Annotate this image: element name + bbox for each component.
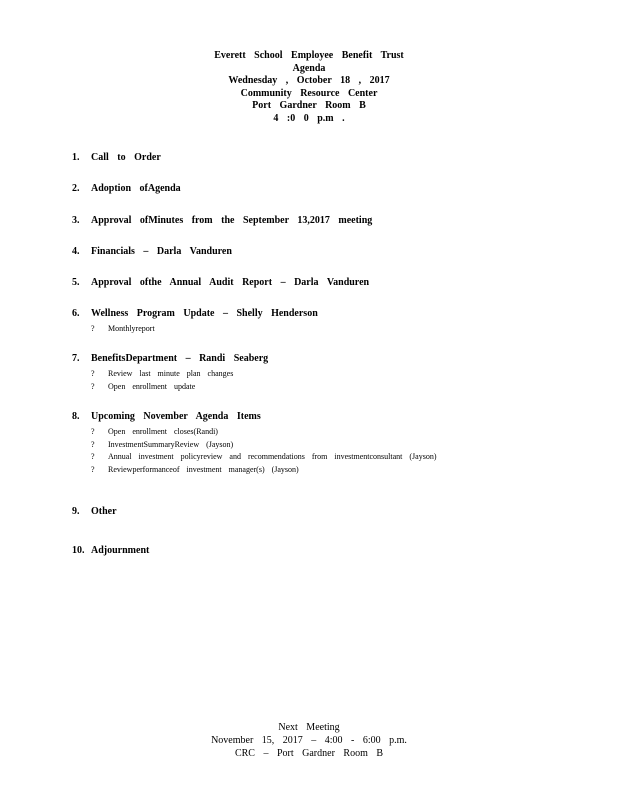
item-title: Other bbox=[91, 506, 117, 517]
item-title: Approval ofthe Annual Audit Report – Darla Vanduren bbox=[91, 277, 370, 288]
next-meeting-datetime: November 15, 2017 – 4:00 - 6:00 p.m. bbox=[211, 735, 407, 746]
agenda-item-adoption-of-agenda bbox=[72, 183, 181, 195]
sub-item bbox=[91, 451, 478, 464]
bullet-glyph: ? bbox=[91, 439, 95, 449]
next-meeting-place: CRC – Port Gardner Room B bbox=[234, 748, 384, 759]
sub-item bbox=[91, 381, 478, 394]
meeting-date: Wednesday , October 18 , 2017 bbox=[228, 75, 390, 86]
sub-item-text: Review last minute plan changes bbox=[108, 369, 234, 378]
agenda-item-wellness-program bbox=[72, 308, 478, 336]
agenda-item-adjournment bbox=[72, 545, 149, 557]
sub-item-text: Open enrollment closes(Randi) bbox=[108, 427, 218, 436]
item-title: Adoption ofAgenda bbox=[91, 183, 181, 194]
sub-item bbox=[91, 426, 478, 439]
agenda-item-other bbox=[72, 506, 117, 518]
item-number: 7. bbox=[72, 353, 80, 364]
item-number: 8. bbox=[72, 411, 80, 422]
sub-item-list bbox=[91, 426, 478, 476]
meeting-room: Port Gardner Room B bbox=[252, 100, 366, 111]
org-title: Everett School Employee Benefit Trust bbox=[214, 50, 404, 61]
item-number: 1. bbox=[72, 152, 80, 163]
sub-item-list bbox=[91, 323, 478, 336]
next-meeting-label: Next Meeting bbox=[278, 722, 340, 733]
item-title: Upcoming November Agenda Items bbox=[91, 411, 261, 422]
bullet-glyph: ? bbox=[91, 324, 95, 333]
agenda-item-annual-audit-report bbox=[72, 277, 369, 289]
doc-title: Agenda bbox=[292, 62, 326, 74]
agenda-item-benefits-department bbox=[72, 353, 478, 393]
item-title: Adjournment bbox=[91, 545, 150, 556]
sub-item bbox=[91, 464, 478, 477]
item-title: Wellness Program Update – Shelly Henderson bbox=[91, 308, 318, 319]
bullet-glyph: ? bbox=[91, 369, 95, 378]
sub-item-text: Annual investment policyreview and recommendations from investmentconsultant (Jayson) bbox=[108, 452, 437, 461]
sub-item-text: Monthlyreport bbox=[108, 324, 155, 333]
bullet-glyph: ? bbox=[91, 464, 95, 474]
sub-item-text: InvestmentSummaryReview (Jayson) bbox=[108, 439, 234, 449]
item-number: 10. bbox=[72, 545, 85, 556]
agenda-header bbox=[0, 50, 618, 125]
meeting-time: 4 :0 0 p.m . bbox=[273, 112, 345, 124]
item-title: Approval ofMinutes from the September 13,2017 meeting bbox=[91, 215, 373, 226]
bullet-glyph: ? bbox=[91, 381, 95, 391]
agenda-item-approval-of-minutes bbox=[72, 215, 372, 227]
sub-item-text: Open enrollment update bbox=[108, 381, 196, 391]
sub-item-list bbox=[91, 368, 478, 393]
item-title: Call to Order bbox=[91, 152, 161, 163]
sub-item-text: Reviewperformanceof investment manager(s) (Jayson) bbox=[108, 464, 299, 474]
meeting-location: Community Resource Center bbox=[240, 87, 378, 99]
item-number: 6. bbox=[72, 308, 80, 319]
item-number: 3. bbox=[72, 215, 80, 226]
agenda-item-call-to-order bbox=[72, 152, 161, 164]
next-meeting-footer bbox=[0, 721, 618, 760]
bullet-glyph: ? bbox=[91, 427, 95, 436]
item-number: 4. bbox=[72, 246, 80, 257]
bullet-glyph: ? bbox=[91, 452, 95, 461]
sub-item bbox=[91, 368, 478, 381]
agenda-item-financials bbox=[72, 246, 232, 258]
item-number: 9. bbox=[72, 506, 80, 517]
agenda-item-upcoming-november bbox=[72, 411, 478, 476]
item-number: 2. bbox=[72, 183, 80, 194]
sub-item bbox=[91, 323, 478, 336]
item-title: Financials – Darla Vanduren bbox=[91, 246, 232, 257]
item-number: 5. bbox=[72, 277, 80, 288]
sub-item bbox=[91, 439, 478, 452]
item-title: BenefitsDepartment – Randi Seaberg bbox=[91, 353, 269, 364]
